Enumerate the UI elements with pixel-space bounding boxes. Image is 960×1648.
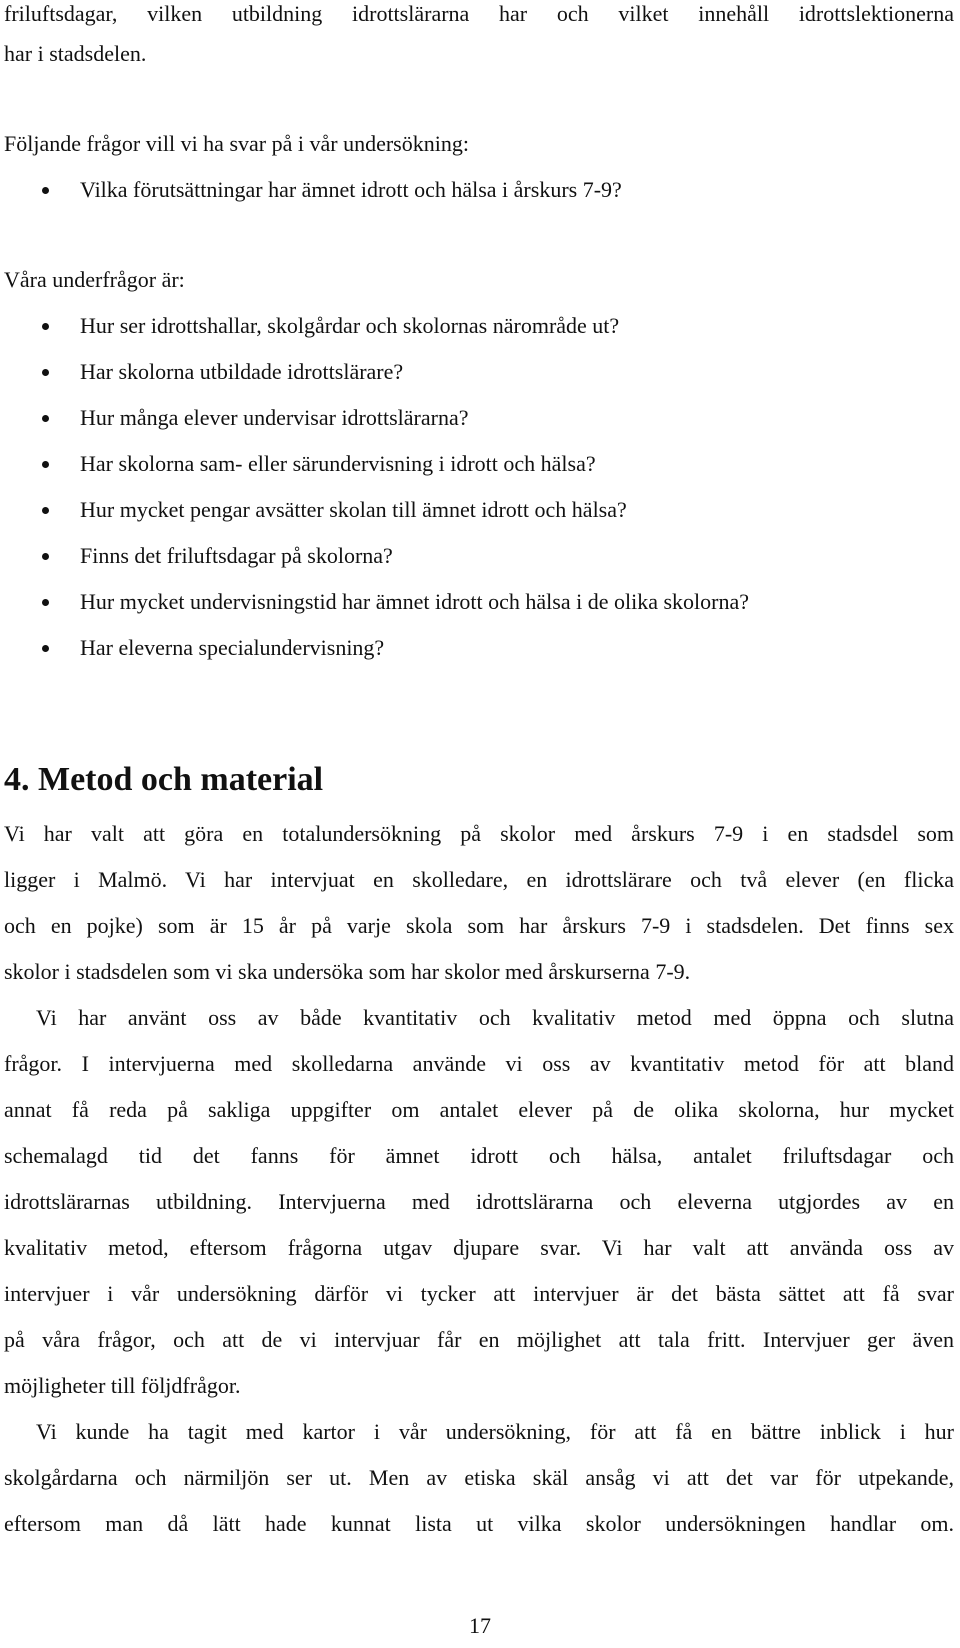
section-heading: 4. Metod och material bbox=[4, 761, 324, 798]
sub-question-text: Hur ser idrottshallar, skolgårdar och skolornas närområde ut? bbox=[80, 313, 620, 338]
bullet-icon bbox=[42, 553, 49, 560]
sub-question-text: Finns det friluftsdagar på skolorna? bbox=[80, 543, 393, 568]
paragraph-line: kvalitativ metod, eftersom frågorna utgav djupare svar. Vi har valt att använda oss av bbox=[4, 1235, 954, 1260]
bullet-icon bbox=[42, 369, 49, 376]
sub-question-text: Hur många elever undervisar idrottslärarna? bbox=[80, 405, 469, 430]
bullet-icon bbox=[42, 323, 49, 330]
sub-question-text: Hur mycket undervisningstid har ämnet idrott och hälsa i de olika skolorna? bbox=[80, 589, 750, 614]
page-number: 17 bbox=[469, 1613, 491, 1638]
main-question-text: Vilka förutsättningar har ämnet idrott och hälsa i årskurs 7-9? bbox=[80, 177, 622, 202]
paragraph-line: på våra frågor, och att de vi intervjuar får en möjlighet att tala fritt. Intervjuer ger även bbox=[4, 1327, 954, 1352]
sub-question-text: Har skolorna utbildade idrottslärare? bbox=[80, 359, 404, 384]
intro-line: friluftsdagar, vilken utbildning idrottslärarna har och vilket innehåll idrottslektionerna bbox=[4, 1, 954, 26]
paragraph-line: intervjuer i vår undersökning därför vi tycker att intervjuer är det bästa sättet att få svar bbox=[4, 1281, 954, 1306]
paragraph-line: skolgårdarna och närmiljön ser ut. Men av etiska skäl ansåg vi att det var för utpekande, bbox=[4, 1465, 954, 1490]
paragraph-line: eftersom man då lätt hade kunnat lista ut vilka skolor undersökningen handlar om. bbox=[4, 1511, 954, 1536]
paragraph-line: möjligheter till följdfrågor. bbox=[4, 1373, 241, 1398]
paragraph-line: annat få reda på sakliga uppgifter om antalet elever på de olika skolorna, hur mycket bbox=[4, 1097, 954, 1122]
bullet-icon bbox=[42, 461, 49, 468]
bullet-icon bbox=[42, 187, 49, 194]
paragraph-line: schemalagd tid det fanns för ämnet idrott och hälsa, antalet friluftsdagar och bbox=[4, 1143, 954, 1168]
paragraph-line: idrottslärarnas utbildning. Intervjuerna med idrottslärarna och eleverna utgjordes av en bbox=[4, 1189, 954, 1214]
sub-question-text: Har eleverna specialundervisning? bbox=[80, 635, 385, 660]
main-question-intro: Följande frågor vill vi ha svar på i vår undersökning: bbox=[4, 131, 469, 156]
paragraph-line: Vi kunde ha tagit med kartor i vår undersökning, för att få en bättre inblick i hur bbox=[36, 1419, 954, 1444]
bullet-icon bbox=[42, 507, 49, 514]
bullet-icon bbox=[42, 645, 49, 652]
sub-question-text: Har skolorna sam- eller särundervisning i idrott och hälsa? bbox=[80, 451, 596, 476]
bullet-icon bbox=[42, 599, 49, 606]
bullet-icon bbox=[42, 415, 49, 422]
sub-questions-intro: Våra underfrågor är: bbox=[4, 267, 185, 292]
paragraph-line: Vi har valt att göra en totalundersökning på skolor med årskurs 7-9 i en stadsdel som bbox=[4, 821, 954, 846]
paragraph-line: Vi har använt oss av både kvantitativ och kvalitativ metod med öppna och slutna bbox=[36, 1005, 954, 1030]
paragraph-line: ligger i Malmö. Vi har intervjuat en skolledare, en idrottslärare och två elever (en flicka bbox=[4, 867, 954, 892]
sub-question-text: Hur mycket pengar avsätter skolan till ämnet idrott och hälsa? bbox=[80, 497, 627, 522]
paragraph-line: skolor i stadsdelen som vi ska undersöka som har skolor med årskurserna 7-9. bbox=[4, 959, 691, 984]
intro-line: har i stadsdelen. bbox=[4, 41, 147, 66]
paragraph-line: frågor. I intervjuerna med skolledarna använde vi oss av kvantitativ metod för att bland bbox=[4, 1051, 954, 1076]
paragraph-line: och en pojke) som är 15 år på varje skola som har årskurs 7-9 i stadsdelen. Det finns sex bbox=[4, 913, 954, 938]
